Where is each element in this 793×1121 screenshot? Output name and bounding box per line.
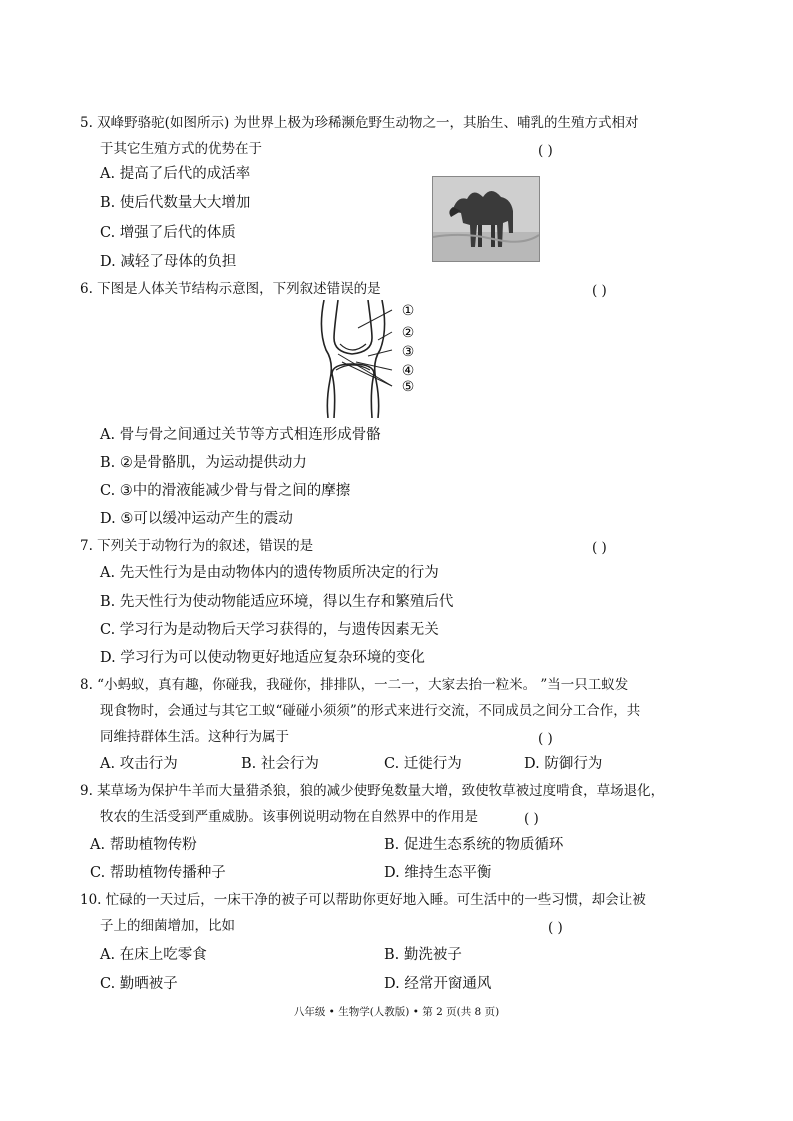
q5-option-c: C. 增强了后代的体质 [100,225,236,241]
q6-option-b: B. ②是骨骼肌，为运动提供动力 [100,455,307,471]
q10-stem-line2: 子上的细菌增加，比如 [100,918,235,934]
q6-stem: 6. 下图是人体关节结构示意图，下列叙述错误的是 [80,281,381,297]
label-2: ② [401,325,415,341]
q6-option-d: D. ⑤可以缓冲运动产生的震动 [100,511,293,527]
q10-answer-paren: ( ) [548,920,563,936]
joint-structure-diagram [312,300,422,418]
q7-option-d: D. 学习行为可以使动物更好地适应复杂环境的变化 [100,650,425,666]
label-4: ④ [401,363,415,379]
q5-answer-paren: ( ) [538,143,553,159]
label-1: ① [401,303,415,319]
q7-option-c: C. 学习行为是动物后天学习获得的，与遗传因素无关 [100,622,439,638]
q6-option-c: C. ③中的滑液能减少骨与骨之间的摩擦 [100,483,351,499]
q10-option-d: D. 经常开窗通风 [384,976,492,992]
q5-option-a: A. 提高了后代的成活率 [100,166,251,182]
q9-option-b: B. 促进生态系统的物质循环 [384,837,564,853]
q6-option-a: A. 骨与骨之间通过关节等方式相连形成骨骼 [100,427,381,443]
q9-stem-line1: 9. 某草场为保护牛羊而大量猎杀狼，狼的减少使野兔数量大增，致使牧草被过度啃食，草场退化， [80,783,665,799]
q5-stem-line1: 5. 双峰野骆驼(如图所示) 为世界上极为珍稀濒危野生动物之一，其胎生、哺乳的生殖方式相对 [80,115,639,131]
q10-option-c: C. 勤晒被子 [100,976,178,992]
q5-option-b: B. 使后代数量大大增加 [100,195,251,211]
q7-option-b: B. 先天性行为使动物能适应环境，得以生存和繁殖后代 [100,594,454,610]
q8-stem-line1: 8. “小蚂蚁，真有趣，你碰我，我碰你，排排队，一二一，大家去抬一粒米。 ”当一只工蚁发 [80,677,629,693]
camel-illustration [433,177,539,261]
q8-stem-line3: 同维持群体生活。这种行为属于 [100,729,289,745]
q10-option-a: A. 在床上吃零食 [100,947,207,963]
q8-answer-paren: ( ) [538,731,553,747]
q9-option-d: D. 维持生态平衡 [384,865,492,881]
q7-stem: 7. 下列关于动物行为的叙述，错误的是 [80,538,314,554]
q7-answer-paren: ( ) [592,540,607,556]
label-3: ③ [401,344,415,360]
q8-stem-line2: 现食物时，会通过与其它工蚁“碰碰小须须”的形式来进行交流，不同成员之间分工合作，共 [100,703,641,719]
q8-option-b: B. 社会行为 [241,756,319,772]
q9-answer-paren: ( ) [524,811,539,827]
q7-option-a: A. 先天性行为是由动物体内的遗传物质所决定的行为 [100,565,439,581]
q9-option-a: A. 帮助植物传粉 [90,837,197,853]
q8-option-d: D. 防御行为 [524,756,603,772]
q5-stem-line2: 于其它生殖方式的优势在于 [100,141,262,157]
bactrian-camel-photo [432,176,540,262]
q8-option-a: A. 攻击行为 [100,756,178,772]
q5-option-d: D. 减轻了母体的负担 [100,254,237,270]
q9-option-c: C. 帮助植物传播种子 [90,865,226,881]
q6-answer-paren: ( ) [592,283,607,299]
joint-diagram-svg [312,300,422,418]
q9-stem-line2: 牧农的生活受到严重威胁。该事例说明动物在自然界中的作用是 [100,809,478,825]
q8-option-c: C. 迁徙行为 [384,756,462,772]
page-footer: 八年级 • 生物学(人教版) • 第 2 页(共 8 页) [293,1006,500,1018]
label-5: ⑤ [401,379,415,395]
q10-option-b: B. 勤洗被子 [384,947,462,963]
q10-stem-line1: 10. 忙碌的一天过后，一床干净的被子可以帮助你更好地入睡。可生活中的一些习惯，却会让被 [80,892,646,908]
